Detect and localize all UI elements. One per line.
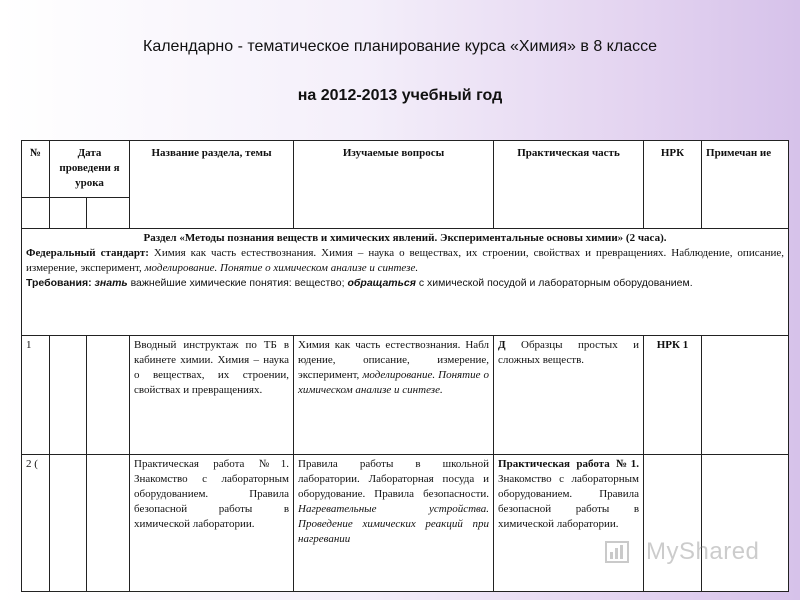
subheader-date-plan [50, 198, 87, 229]
row-practice-text: Образцы простых и сложных веществ. [498, 339, 640, 366]
row-practice [494, 336, 644, 455]
row-questions-text: Химия как часть естествознания. Набл юдение, описание, измерение, эксперимент, [298, 339, 490, 381]
table-row [22, 336, 789, 455]
row-date-fact [87, 455, 130, 592]
requirements-handle: обращаться [347, 277, 416, 289]
subheader-cell [22, 198, 50, 229]
row-questions-text: Правила работы в школьной лаборатории. Лабораторная посуда и оборудование. Правила безопасности. [298, 458, 490, 500]
planning-table [21, 140, 789, 592]
col-header-practice: Практическая часть [494, 141, 644, 229]
col-header-nrk: НРК [644, 141, 702, 229]
row-questions-italic: Нагревательные устройства. Проведение химических реакций при нагревании [298, 503, 490, 545]
page-subtitle: на 2012-2013 учебный год [297, 87, 503, 104]
requirements-text-1: важнейшие химические понятия: вещество; [127, 277, 348, 289]
header-row [22, 141, 789, 198]
row-topic: Практическая работа №1. Знакомство с лабораторным оборудованием. Правила безопасной работы в химической лаборатории. [130, 455, 294, 592]
subheader-date-fact [87, 198, 130, 229]
row-num: 1 [22, 336, 50, 455]
watermark-text: MyShared [646, 538, 760, 565]
row-questions [294, 336, 494, 455]
requirements-text-2: с химической посудой и лабораторным оборудованием. [415, 277, 693, 289]
section-cell [22, 229, 789, 336]
federal-standard [26, 246, 784, 276]
row-topic: Вводный инструктаж по ТБ в кабинете химии. Химия – наука о веществах, их строении, свойствах и превращениях. [130, 336, 294, 455]
section-row [22, 229, 789, 336]
row-date-plan [50, 336, 87, 455]
row-practice-bold: Практическая работа №1. [498, 458, 640, 470]
col-header-section: Название раздела, темы [130, 141, 294, 229]
row-practice [494, 455, 644, 592]
row-date-fact [87, 336, 130, 455]
row-nrk: НРК 1 [644, 336, 702, 455]
requirements [26, 276, 784, 291]
row-notes [702, 455, 789, 592]
col-header-notes: Примечан ие [702, 141, 789, 229]
row-questions-italic: моделирование. Понятие о химическом анализе и синтезе. [298, 369, 490, 396]
federal-standard-italic: моделирование. Понятие о химическом анализе и синтезе. [144, 262, 419, 274]
row-practice-bold: Д [498, 339, 506, 351]
watermark-logo-icon [604, 536, 644, 568]
col-header-questions: Изучаемые вопросы [294, 141, 494, 229]
row-notes [702, 336, 789, 455]
requirements-know: знать [94, 277, 128, 289]
row-questions [294, 455, 494, 592]
page-title: Календарно - тематическое планирование курса «Химия» в 8 классе [143, 38, 657, 55]
requirements-label: Требования: [26, 277, 92, 289]
section-title: Раздел «Методы познания веществ и химических явлений. Экспериментальные основы химии» (2 часа). [143, 232, 667, 244]
row-date-plan [50, 455, 87, 592]
federal-standard-label: Федеральный стандарт: [26, 247, 149, 259]
table-row [22, 455, 789, 592]
row-num: 2 ( [22, 455, 50, 592]
row-practice-text: Знакомство с лабораторным оборудованием. Правила безопасной работы в химической лаборатории. [498, 473, 640, 530]
col-header-num: № [22, 141, 50, 198]
col-header-date: Дата проведени я урока [50, 141, 130, 198]
federal-standard-text: Химия как часть естествознания. Химия – наука о веществах, их строении, свойствах и превращениях. Наблюдение, описание, измерение, эксперимент, [26, 247, 785, 274]
row-nrk [644, 455, 702, 592]
